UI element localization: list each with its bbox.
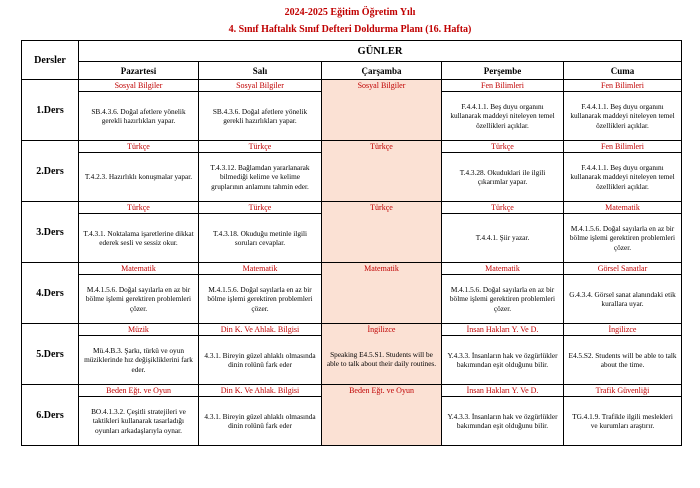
lesson-row <box>22 263 682 324</box>
subject-label: İngilizce <box>367 325 396 334</box>
lesson-label: 6.Ders <box>22 385 79 446</box>
subject-label: Din K. Ve Ahlak. Bilgisi <box>199 385 321 397</box>
lesson-row <box>22 324 682 385</box>
dersler-header: Dersler <box>22 41 79 80</box>
subject-label: Türkçe <box>199 141 321 153</box>
subject-label: Matematik <box>564 202 681 214</box>
outcome-text: Y.4.3.3. İnsanların hak ve özgürlükler bakımından eşit olduğunu bilir. <box>447 350 558 369</box>
lesson-row <box>22 80 682 141</box>
outcome-text: M.4.1.5.6. Doğal sayılarla en az bir bölme işlemi gerektiren problemleri çözer. <box>207 284 313 313</box>
page-title-year: 2024-2025 Eğitim Öğretim Yılı <box>284 7 416 18</box>
day-header: Perşembe <box>442 62 564 80</box>
subject-label: Matematik <box>364 264 399 273</box>
outcome-text <box>322 91 441 139</box>
plan-cell <box>564 324 682 385</box>
outcome-text <box>322 274 441 322</box>
plan-cell <box>442 385 564 446</box>
plan-cell <box>322 141 442 202</box>
plan-cell <box>79 141 199 202</box>
subject-label: Beden Eğt. ve Oyun <box>79 385 198 397</box>
plan-cell <box>564 263 682 324</box>
lesson-label: 2.Ders <box>22 141 79 202</box>
subject-label: Fen Bilimleri <box>442 80 563 92</box>
plan-cell <box>79 385 199 446</box>
lesson-row <box>22 202 682 263</box>
plan-cell <box>442 263 564 324</box>
outcome-text: T.4.3.12. Bağlamdan yararlanarak bilmediği kelime ve kelime gruplarının anlamını tahmin eder. <box>210 162 310 191</box>
day-header: Pazartesi <box>79 62 199 80</box>
plan-cell <box>322 324 442 385</box>
subject-label: Türkçe <box>199 202 321 214</box>
outcome-text: T.4.3.18. Okuduğu metinle ilgili soruları cevaplar. <box>212 228 308 247</box>
plan-cell <box>564 141 682 202</box>
plan-cell <box>564 80 682 141</box>
day-header: Cuma <box>564 62 682 80</box>
outcome-text <box>322 213 441 261</box>
plan-cell <box>564 385 682 446</box>
plan-cell <box>199 80 322 141</box>
outcome-text <box>322 152 441 200</box>
subject-label: Türkçe <box>370 142 393 151</box>
subject-label: Din K. Ve Ahlak. Bilgisi <box>199 324 321 336</box>
outcome-text: 4.3.1. Bireyin güzel ahlaklı olmasında dinin rolünü fark eder <box>204 411 316 430</box>
outcome-text: F.4.4.1.1. Beş duyu organını kullanarak maddeyi niteleyen temel özellikleri açıklar. <box>570 101 675 130</box>
weekly-plan-table <box>21 40 682 446</box>
outcome-text: M.4.1.5.6. Doğal sayılarla en az bir bölme işlemi gerektiren problemleri çözer. <box>449 284 556 313</box>
plan-cell <box>199 263 322 324</box>
plan-cell <box>79 202 199 263</box>
subject-label: Türkçe <box>79 202 198 214</box>
plan-cell <box>442 141 564 202</box>
subject-label: Türkçe <box>442 202 563 214</box>
outcome-text: T.4.3.28. Okuduklari ile ilgili çıkarımlar yapar. <box>459 167 546 186</box>
plan-cell <box>442 324 564 385</box>
plan-cell <box>199 385 322 446</box>
subject-label: Müzik <box>79 324 198 336</box>
subject-label: Türkçe <box>370 203 393 212</box>
outcome-text: F.4.4.1.1. Beş duyu organını kullanarak maddeyi niteleyen temel özellikleri açıklar. <box>450 101 555 130</box>
outcome-text: SB.4.3.6. Doğal afetlere yönelik gerekli hazırlıkları yapar. <box>91 106 186 125</box>
outcome-text: T.4.2.3. Hazırlıklı konuşmalar yapar. <box>84 172 193 182</box>
plan-cell <box>322 80 442 141</box>
lesson-row <box>22 385 682 446</box>
outcome-text: Y.4.3.3. İnsanların hak ve özgürlükler bakımından eşit olduğunu bilir. <box>447 411 558 430</box>
outcome-text: M.4.1.5.6. Doğal sayılarla en az bir bölme işlemi gerektiren problemleri çözer. <box>569 223 676 252</box>
day-header: Çarşamba <box>322 62 442 80</box>
subject-label: İngilizce <box>564 324 681 336</box>
plan-cell <box>442 202 564 263</box>
outcome-text: BO.4.1.3.2. Çeşitli stratejileri ve taktikleri kullanarak tasarladığı oyunları arkadaşlarıyla oynar. <box>91 406 186 435</box>
subject-label: Türkçe <box>79 141 198 153</box>
plan-cell <box>199 141 322 202</box>
outcome-text <box>322 396 441 444</box>
plan-cell <box>79 80 199 141</box>
subject-label: Trafik Güvenliği <box>564 385 681 397</box>
plan-cell <box>79 263 199 324</box>
subject-label: İnsan Hakları Y. Ve D. <box>442 324 563 336</box>
subject-label: Türkçe <box>442 141 563 153</box>
subject-label: Görsel Sanatlar <box>564 263 681 275</box>
plan-cell <box>79 324 199 385</box>
outcome-text: Mü.4.B.3. Şarkı, türkü ve oyun müziklerinde hız değişikliklerini fark eder. <box>84 345 193 374</box>
plan-cell <box>322 202 442 263</box>
outcome-text: T.4.3.1. Noktalama işaretlerine dikkat ederek sesli ve sessiz okur. <box>83 228 194 247</box>
subject-label: Beden Eğt. ve Oyun <box>349 386 414 395</box>
outcome-text: E4.5.S2. Students will be able to talk about the time. <box>568 350 677 369</box>
lesson-label: 1.Ders <box>22 80 79 141</box>
plan-cell <box>564 202 682 263</box>
lesson-label: 4.Ders <box>22 263 79 324</box>
subject-label: Sosyal Bilgiler <box>199 80 321 92</box>
outcome-text: M.4.1.5.6. Doğal sayılarla en az bir bölme işlemi gerektiren problemleri çözer. <box>85 284 192 313</box>
gunler-header: GÜNLER <box>79 41 682 62</box>
subject-label: Fen Bilimleri <box>564 80 681 92</box>
lesson-label: 3.Ders <box>22 202 79 263</box>
subject-label: İnsan Hakları Y. Ve D. <box>442 385 563 397</box>
subject-label: Sosyal Bilgiler <box>79 80 198 92</box>
subject-label: Matematik <box>442 263 563 275</box>
subject-label: Matematik <box>199 263 321 275</box>
plan-cell <box>199 324 322 385</box>
lesson-label: 5.Ders <box>22 324 79 385</box>
outcome-text: F.4.4.1.1. Beş duyu organını kullanarak maddeyi niteleyen temel özellikleri açıklar. <box>570 162 675 191</box>
outcome-text: 4.3.1. Bireyin güzel ahlaklı olmasında dinin rolünü fark eder <box>204 350 316 369</box>
plan-cell <box>199 202 322 263</box>
outcome-text: SB.4.3.6. Doğal afetlere yönelik gerekli hazırlıkları yapar. <box>212 106 308 125</box>
plan-cell <box>322 385 442 446</box>
subject-label: Fen Bilimleri <box>564 141 681 153</box>
outcome-text: T.4.4.1. Şiir yazar. <box>475 233 530 243</box>
subject-label: Matematik <box>79 263 198 275</box>
outcome-text: Speaking E4.5.S1. Students will be able to talk about their daily routines. <box>326 349 437 368</box>
plan-cell <box>322 263 442 324</box>
outcome-text: TG.4.1.9. Trafikle ilgili meslekleri ve kurumları araştırır. <box>572 411 673 430</box>
lesson-row <box>22 141 682 202</box>
outcome-text: G.4.3.4. Görsel sanat alanındaki etik kurallara uyar. <box>569 289 676 308</box>
plan-cell <box>442 80 564 141</box>
page-title-plan: 4. Sınıf Haftalık Sınıf Defteri Doldurma Planı (16. Hafta) <box>228 24 472 35</box>
subject-label: Sosyal Bilgiler <box>357 81 406 90</box>
day-header: Salı <box>199 62 322 80</box>
